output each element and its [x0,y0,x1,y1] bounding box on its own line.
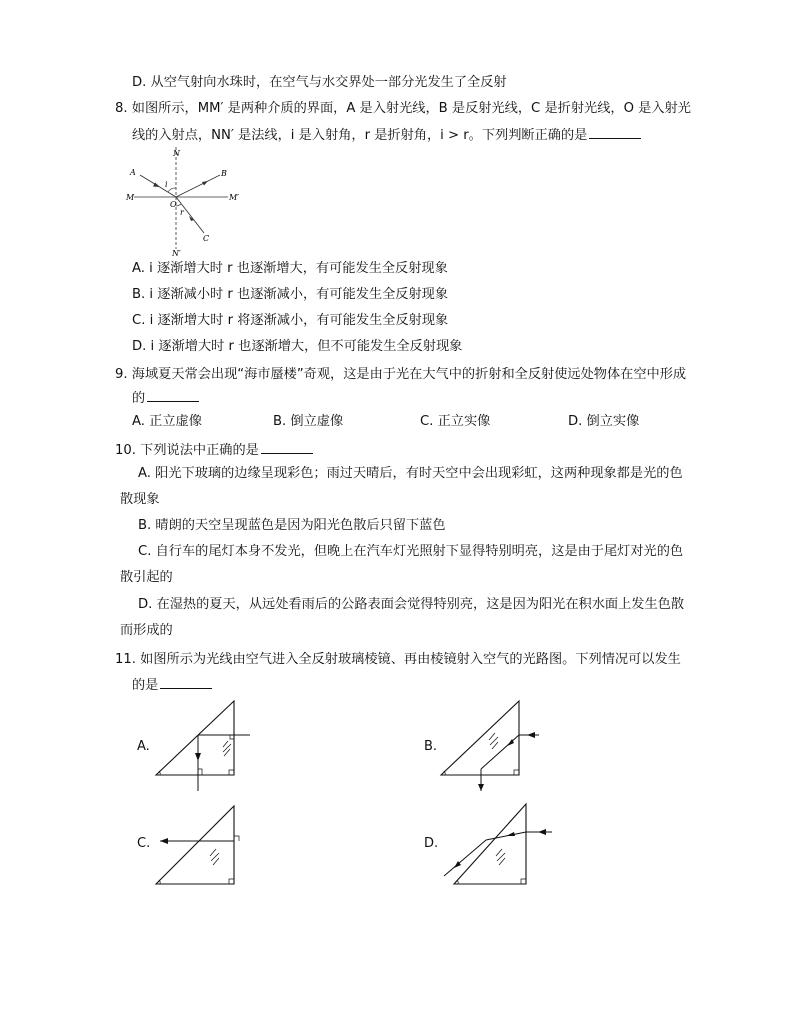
q11-stem-line1: 11. 如图所示为光线由空气进入全反射玻璃棱镜、再由棱镜射入空气的光路图。下列情况可以发生 [115,652,681,667]
q11-figure-a [150,695,260,795]
q10-option-b: B. 晴朗的天空呈现蓝色是因为阳光色散后只留下蓝色 [138,518,446,533]
label-b: B [221,169,227,178]
answer-blank [589,126,641,139]
q10-option-a-line2: 散现象 [120,492,160,507]
q9-option-b: B. 倒立虚像 [273,414,344,429]
label-n-prime: N′ [172,249,181,257]
q8-option-c: C. i 逐渐增大时 r 将逐渐减小，有可能发生全反射现象 [132,313,449,328]
q11-figure-b [435,695,545,795]
angle-i-arc [168,188,176,192]
q8-stem-line1: 8. 如图所示，MM′ 是两种介质的界面，A 是入射光线，B 是反射光线，C 是折射光线，O 是入射光 [115,101,691,116]
label-a: A [130,168,136,177]
arrow-down-icon [195,753,201,761]
q9-option-a: A. 正立虚像 [132,414,202,429]
q11-figure-c [150,800,260,890]
answer-blank [147,389,199,402]
glass-hatch [489,733,495,740]
q8-stem-line2 [132,126,641,145]
q11-figure-b-label: B. [424,739,438,754]
q9-option-d: D. 倒立实像 [568,414,640,429]
arrow-down-icon [478,784,484,791]
label-n: N [173,149,180,158]
light-ray [481,735,519,769]
q8-stem-line2-text: 线的入射点，NN′ 是法线，i 是入射角，r 是折射角，i > r。下列判断正确的是 [132,128,588,143]
q8-option-a: A. i 逐渐增大时 r 也逐渐增大，有可能发生全反射现象 [132,261,448,276]
glass-hatch [223,741,228,747]
q11-stem-line2 [132,676,212,695]
arrow-left-icon [538,829,546,835]
q10-option-d-line1: D. 在湿热的夏天，从远处看雨后的公路表面会觉得特别亮，这是因为阳光在积水面上发生色散 [138,597,685,612]
prism-triangle [156,701,234,775]
arrow-left-icon [527,732,535,738]
label-m-prime: M′ [229,193,240,202]
q11-stem-line2-text: 的是 [132,678,159,693]
q10-option-c-line1: C. 自行车的尾灯本身不发光，但晚上在汽车灯光照射下显得特别明亮，这是由于尾灯对光的色 [138,544,684,559]
glass-hatch [499,858,505,865]
q9-stem-line2-text: 的 [132,391,146,406]
label-o: O [170,200,177,209]
q9-stem-line2 [132,389,199,408]
q10-stem-text: 10. 下列说法中正确的是 [115,443,259,458]
q11-figure-d [440,800,560,890]
q10-option-d-line2: 而形成的 [120,623,173,638]
glass-hatch [496,849,502,856]
glass-hatch [213,858,219,865]
prism-triangle [156,806,234,884]
reflected-arrow-icon [202,181,208,186]
glass-hatch [492,742,498,749]
label-m: M [126,193,135,202]
q11-figure-d-label: D. [424,836,439,851]
arrow-icon [506,832,515,836]
label-r: r [180,208,184,217]
reflected-ray-b [176,175,220,197]
q10-stem [115,441,313,460]
q8-figure [120,145,250,257]
prism-triangle [454,804,526,884]
arrow-left-icon [160,838,168,844]
label-i: i [165,180,168,189]
q7-option-d: D. 从空气射向水珠时，在空气与水交界处一部分光发生了全反射 [132,75,507,90]
answer-blank [160,676,212,689]
q9-stem-line1: 9. 海域夏天常会出现“海市蜃楼”奇观，这是由于光在大气中的折射和全反射使远处物体在空中形成 [115,367,687,382]
light-ray [444,840,486,876]
q10-option-c-line2: 散引起的 [120,570,173,585]
q8-option-b: B. i 逐渐减小时 r 也逐渐减小，有可能发生全反射现象 [132,287,449,302]
q11-figure-a-label: A. [137,739,150,754]
answer-blank [261,441,313,454]
q9-option-c: C. 正立实像 [420,414,491,429]
label-c: C [203,234,210,243]
glass-hatch [210,849,216,856]
q10-option-a-line1: A. 阳光下玻璃的边缘呈现彩色；雨过天晴后，有时天空中会出现彩虹，这两种现象都是光的色 [138,466,683,481]
q11-figure-c-label: C. [137,836,151,851]
angle-r-arc [176,204,181,206]
q8-option-d: D. i 逐渐增大时 r 也逐渐增大，但不可能发生全反射现象 [132,339,463,354]
prism-triangle [441,701,519,775]
